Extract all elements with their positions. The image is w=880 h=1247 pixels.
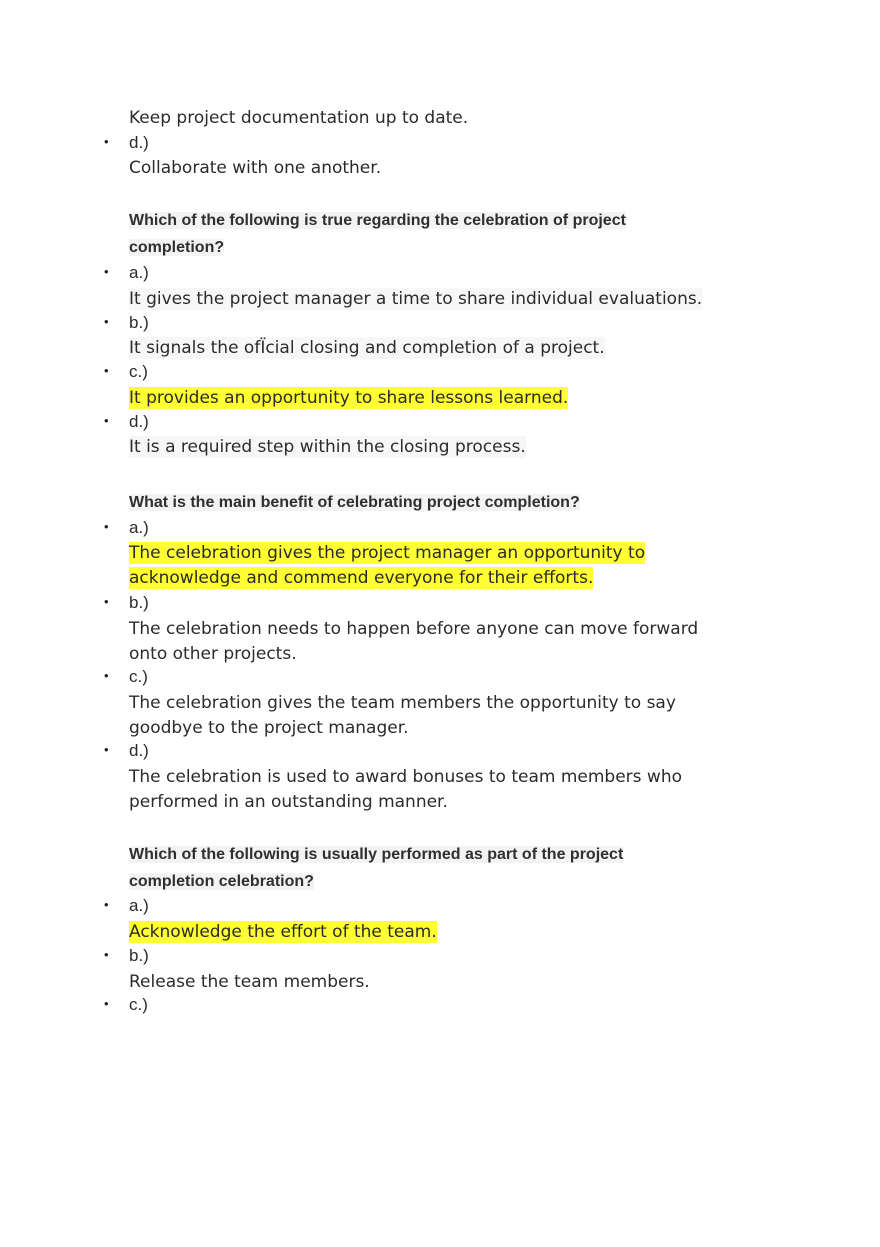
option-answer [129,765,682,814]
option-answer [129,691,676,740]
option-letter: d.) [129,412,149,431]
answer-text: It signals the ofÏcial closing and completion of a project. [129,338,605,358]
option-answer-highlighted [129,920,437,945]
answer-text: Collaborate with one another. [129,158,382,178]
option-answer [129,287,702,312]
answer-text: performed in an outstanding manner. [129,791,448,812]
answer-text: The celebration needs to happen before anyone can move forward [129,619,699,639]
option-answer [129,970,370,995]
bullet: • [104,594,109,609]
answer-text: goodbye to the project manager. [129,717,409,738]
bullet: • [104,519,109,534]
answer-text: The celebration gives the project manager an opportunity to [129,543,646,563]
option-letter: a.) [129,263,149,282]
bullet: • [104,996,109,1011]
option-letter: c.) [129,362,148,381]
question-text: Which of the following is usually performed as part of the project [129,846,624,863]
option-answer [129,336,605,361]
question-text: completion celebration? [129,872,314,890]
previous-answer-c [129,106,468,130]
answer-text: It is a required step within the closing process. [129,437,526,457]
question-text: Which of the following is true regarding the celebration of project [129,212,626,229]
option-letter: c.) [129,995,148,1014]
previous-answer-d [129,156,381,181]
question-text: What is the main benefit of celebrating project completion? [129,494,580,511]
option-letter: a.) [129,518,149,537]
bullet: • [104,742,109,757]
answer-text: Acknowledge the effort of the team. [129,922,437,942]
bullet: • [104,314,109,329]
bullet: • [104,897,109,912]
bullet: • [104,363,109,378]
option-letter: c.) [129,667,148,686]
option-letter: a.) [129,896,149,915]
option-answer-highlighted [129,386,568,411]
option-answer [129,617,698,666]
answer-text: The celebration is used to award bonuses to team members who [129,767,682,787]
bullet: • [104,668,109,683]
option-letter: b.) [129,313,149,332]
answer-text: It provides an opportunity to share lessons learned. [129,388,569,408]
answer-text: It gives the project manager a time to share individual evaluations. [129,289,703,309]
answer-text: onto other projects. [129,643,297,664]
answer-text: The celebration gives the team members the opportunity to say [129,693,676,713]
answer-text: Release the team members. [129,972,370,992]
bullet: • [104,134,109,149]
option-letter: b.) [129,946,149,965]
option-letter: d.) [129,133,149,152]
question-1 [129,208,626,261]
bullet: • [104,413,109,428]
answer-text: Keep project documentation up to date. [129,108,469,128]
option-letter: b.) [129,593,149,612]
option-letter: d.) [129,741,149,760]
bullet: • [104,264,109,279]
question-2 [129,490,580,517]
bullet: • [104,947,109,962]
answer-text: acknowledge and commend everyone for their efforts. [129,567,594,588]
question-3 [129,842,623,895]
option-answer-highlighted [129,541,645,590]
question-text: completion? [129,238,225,256]
option-answer [129,435,526,460]
